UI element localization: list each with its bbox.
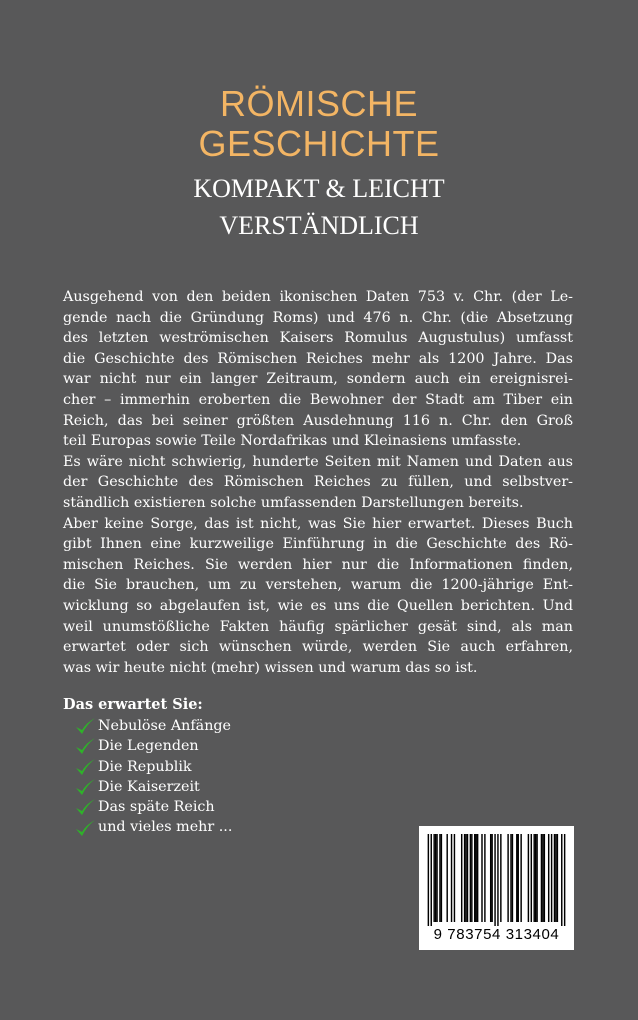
isbn-number: 9 783754 313404 xyxy=(433,926,560,943)
barcode-bar xyxy=(551,834,552,922)
barcode-bar xyxy=(470,834,471,922)
barcode-bar xyxy=(500,834,501,922)
description-line: weil unumstößliche Fakten häufig spärlicher gesät sind, als man xyxy=(63,618,573,635)
barcode-bar xyxy=(433,834,434,922)
feature-label: Die Republik xyxy=(98,758,192,775)
subtitle-line-1: KOMPAKT & LEICHT xyxy=(193,174,445,203)
barcode-bar xyxy=(481,834,482,922)
barcode-bar xyxy=(564,834,565,926)
barcode-bar xyxy=(497,834,498,926)
barcode-bar xyxy=(475,834,476,922)
barcode-bar xyxy=(535,834,536,922)
barcode-bar xyxy=(474,834,475,922)
barcode-bar xyxy=(441,834,442,922)
description-line: Es wäre nicht schwierig, hunderte Seiten mit Namen und Daten aus xyxy=(63,453,573,470)
barcode-bar xyxy=(490,834,491,922)
description-line: mischen Reiches. Sie werden hier nur die Informationen finden, xyxy=(63,556,573,573)
barcode-bar xyxy=(512,834,513,922)
barcode-bar xyxy=(541,834,542,922)
feature-item xyxy=(74,736,232,756)
description-paragraph xyxy=(63,514,573,679)
barcode-bar xyxy=(557,834,558,922)
description-line: Ausgehend von den beiden ikonischen Daten 753 v. Chr. (der Le- xyxy=(63,289,573,305)
description-line: cher – immerhin eroberten die Bewohner der Stadt am Tiber ein xyxy=(63,391,573,408)
barcode-bar xyxy=(461,834,462,922)
barcode-bar xyxy=(491,834,492,922)
barcode-bar xyxy=(467,834,468,922)
barcode-bar xyxy=(554,834,555,922)
barcode-bar xyxy=(520,834,521,922)
barcode-bar xyxy=(533,834,534,922)
description-line: des letzten weströmischen Kaisers Romulus Augustulus) umfasst xyxy=(63,330,573,347)
checkmark-icon xyxy=(74,777,96,797)
barcode-bar xyxy=(507,834,508,922)
description-line: wicklung so abgelaufen ist, wie es uns die Quellen berichten. Und xyxy=(63,597,573,614)
feature-item xyxy=(74,817,232,837)
description-line: erwartet oder sich wünschen würde, werden Sie auch erfahren, xyxy=(63,639,573,656)
barcode-bar xyxy=(465,834,466,922)
title-line-2: GESCHICHTE xyxy=(198,123,440,164)
barcode-bar xyxy=(542,834,543,922)
checkmark-icon xyxy=(74,716,96,736)
feature-item xyxy=(74,797,232,817)
description-line: Reich, das bei seiner größten Ausdehnung 116 n. Chr. den Groß xyxy=(63,412,573,429)
barcode-bar xyxy=(516,834,517,922)
description-paragraph xyxy=(63,452,573,514)
barcode-bar xyxy=(536,834,537,922)
description-line: die Sie brauchen, um zu verstehen, warum die 1200-jährige Ent- xyxy=(63,577,573,594)
barcode-bar xyxy=(494,834,495,926)
barcode-bar xyxy=(471,834,472,922)
feature-label: Die Legenden xyxy=(98,738,199,755)
description-paragraph xyxy=(63,287,573,452)
description-line: die Geschichte des Römischen Reiches mehr als 1200 Jahre. Das xyxy=(63,350,573,367)
barcode-bar xyxy=(454,834,455,922)
checkmark-icon xyxy=(74,757,96,777)
features-heading: Das erwartet Sie: xyxy=(63,696,203,713)
feature-label: und vieles mehr ... xyxy=(98,819,233,836)
barcode-bar xyxy=(548,834,549,922)
barcode-bar xyxy=(431,834,432,926)
description-line: was wir heute nicht (mehr) wissen und warum das so ist. xyxy=(63,659,478,676)
features-list xyxy=(74,716,232,838)
description-text xyxy=(63,287,573,678)
description-line: der Geschichte des Römischen Reiches zu füllen, und selbstver- xyxy=(63,474,573,491)
book-subtitle xyxy=(0,170,638,244)
barcode-bar xyxy=(561,834,562,926)
barcode-bar xyxy=(510,834,511,922)
feature-item xyxy=(74,716,232,736)
description-line: gibt Ihnen eine kurzweilige Einführung in die Geschichte des Rö- xyxy=(63,536,573,553)
barcode-bar xyxy=(484,834,485,922)
feature-label: Das späte Reich xyxy=(98,799,215,816)
barcode-bar xyxy=(451,834,452,922)
barcode-bar xyxy=(518,834,519,922)
feature-item xyxy=(74,757,232,777)
feature-label: Die Kaiserzeit xyxy=(98,778,200,795)
barcode-bar xyxy=(435,834,436,922)
description-line: Aber keine Sorge, das ist nicht, was Sie hier erwartet. Dieses Buch xyxy=(63,515,573,532)
barcode-bar xyxy=(544,834,545,922)
feature-label: Nebulöse Anfänge xyxy=(98,718,232,734)
barcode-bar xyxy=(477,834,478,922)
checkmark-icon xyxy=(74,736,96,756)
description-line: gende nach die Gründung Roms) und 476 n. Chr. (die Absetzung xyxy=(63,309,573,326)
barcode-bar xyxy=(436,834,437,922)
checkmark-icon xyxy=(74,797,96,817)
title-line-1: RÖMISCHE xyxy=(219,83,418,124)
description-line: war nicht nur ein langer Zeitraum, sondern auch ein ereignisrei- xyxy=(63,371,573,388)
barcode-bar xyxy=(528,834,529,922)
barcode-bar xyxy=(531,834,532,922)
barcode-bar xyxy=(446,834,447,922)
description-line: ständlich existieren solche umfassenden Darstellungen bereits. xyxy=(63,494,524,511)
subtitle-line-2: VERSTÄNDLICH xyxy=(219,211,419,240)
barcode-bar xyxy=(428,834,429,926)
description-line: teil Europas sowie Teile Nordafrikas und Kleinasiens umfasste. xyxy=(63,433,522,450)
barcode-bar xyxy=(439,834,440,922)
barcode xyxy=(419,826,574,950)
feature-item xyxy=(74,777,232,797)
barcode-bar xyxy=(555,834,556,922)
checkmark-icon xyxy=(74,818,96,838)
book-title xyxy=(0,84,638,164)
barcode-bar xyxy=(464,834,465,922)
